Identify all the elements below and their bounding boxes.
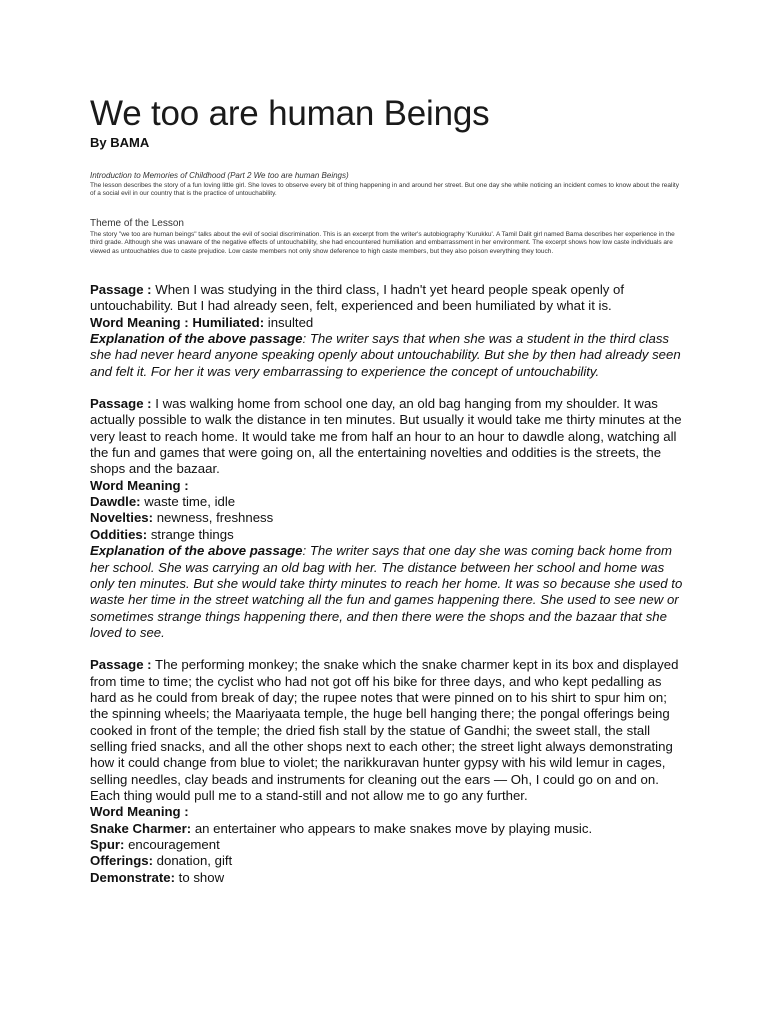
word-entry	[90, 837, 686, 853]
word-definition: donation, gift	[153, 853, 233, 869]
page-title: We too are human Beings	[90, 94, 490, 133]
word-entry	[90, 821, 686, 837]
word-definition: waste time, idle	[140, 494, 236, 510]
word-definition: strange things	[147, 526, 234, 542]
passage-text: When I was studying in the third class, I hadn't yet heard people speak openly of untouchability. But I had already seen, felt, experienced and been humiliated by what it is.	[90, 282, 625, 314]
passage-label: Passage :	[90, 657, 152, 673]
passage-label: Passage :	[90, 396, 152, 412]
word-definition: to show	[175, 869, 225, 885]
passage-text: The performing monkey; the snake which the snake charmer kept in its box and displayed from time to time; the cyclist who had not got off his bike for three days, and who kept pedalling as hard as he could from break of day; the rupee notes that were pinned on to his shirt to spur him on; the spinning wheels; the Maariyaata temple, the huge bell hanging there; the pongal offerings being cooked in front of the temple; the dried fish stall by the statue of Gandhi; the sweet stall, the stall selling fried snacks, and all the other shops next to each other; the street light always demonstrating how it could change from blue to violet; the narikkuravan hunter gypsy with his wild lemur in cages, selling needles, clay beads and instruments for cleaning out the ears — Oh, I could go on and on. Each thing would pull me to a stand-still and not allow me to go any further.	[90, 657, 679, 803]
word-meaning-label: Word Meaning : Humiliated:	[90, 314, 265, 330]
explanation-text: : The writer says that when she was a student in the third class she had never heard anyone speaking openly about untouchability. But she by then had already seen and felt it. For her it was very embarrassing to experience the concept of untouchability.	[90, 331, 681, 379]
word-entry	[90, 510, 686, 526]
explanation-label: Explanation of the above passage	[90, 331, 303, 347]
word-entry	[90, 870, 686, 886]
explanation-2	[90, 543, 686, 641]
word-entry	[90, 494, 686, 510]
word-definition: encouragement	[124, 837, 220, 852]
passage-label: Passage :	[90, 282, 152, 297]
intro-text: The lesson describes the story of a fun loving little girl. She loves to observe every bit of thing happening in and around her street. But one day she while noticing an incident comes to know about the reality of a social evil in our country that is the practice of untouchability.	[90, 182, 679, 197]
word-term: Spur:	[90, 837, 125, 852]
word-definition: an entertainer who appears to make snakes move by playing music.	[191, 820, 593, 836]
explanation-text: : The writer says that one day she was coming back home from her school. She was carrying an old bag with her. The distance between her school and home was only ten minutes. But she would take thirty minutes to reach her home. It was so because she used to waste her time in the street watching all the fun and games happening there. She used to see new or sometimes strange things happening there, and then there were the shops and the bazaar that she loved to see.	[90, 543, 683, 640]
section-gap	[90, 380, 686, 396]
lesson-body	[90, 282, 686, 886]
section-gap	[90, 641, 686, 657]
word-entry	[90, 853, 686, 869]
word-term: Offerings:	[90, 853, 154, 869]
explanation-1	[90, 331, 686, 380]
theme-text: The story "we too are human beings" talks about the evil of social discrimination. This is an excerpt from the writer's autobiography 'Kurukku'. A Tamil Dalit girl named Bama describes her experience in the third grade. Although she was unaware of the negative effects of untouchability, she had encountered humiliation and embarrassment in her environment. The excerpt shows how low caste individuals are viewed as untouchables due to caste prejudice. Low caste members not only show deference to high caste members, but they also poison everything they touch.	[90, 231, 675, 255]
word-definition: newness, freshness	[153, 510, 274, 526]
passage-1	[90, 282, 686, 315]
passage-text: I was walking home from school one day, an old bag hanging from my shoulder. It was actually possible to walk the distance in ten minutes. But usually it would take me thirty minutes at the very least to reach home. It would take me from half an hour to an hour to dawdle along, watching all the fun and games that were going on, all the entertaining novelties and oddities is the streets, the shops and the bazaar.	[90, 396, 682, 477]
word-entry	[90, 527, 686, 543]
word-term: Snake Charmer:	[90, 820, 192, 836]
word-term: Demonstrate:	[90, 869, 176, 885]
theme-heading: Theme of the Lesson	[90, 218, 184, 229]
word-meaning-text: insulted	[264, 314, 314, 330]
passage-3	[90, 657, 686, 804]
word-meaning-1	[90, 315, 686, 331]
word-term: Oddities:	[90, 526, 148, 542]
word-meaning-heading: Word Meaning :	[90, 477, 189, 493]
author-byline: By BAMA	[90, 135, 150, 150]
explanation-label: Explanation of the above passage	[90, 543, 303, 559]
word-term: Dawdle:	[90, 494, 141, 510]
passage-2	[90, 396, 686, 478]
word-term: Novelties:	[90, 510, 154, 526]
word-meaning-heading: Word Meaning :	[90, 804, 189, 820]
intro-heading: Introduction to Memories of Childhood (Part 2 We too are human Beings)	[90, 171, 349, 180]
